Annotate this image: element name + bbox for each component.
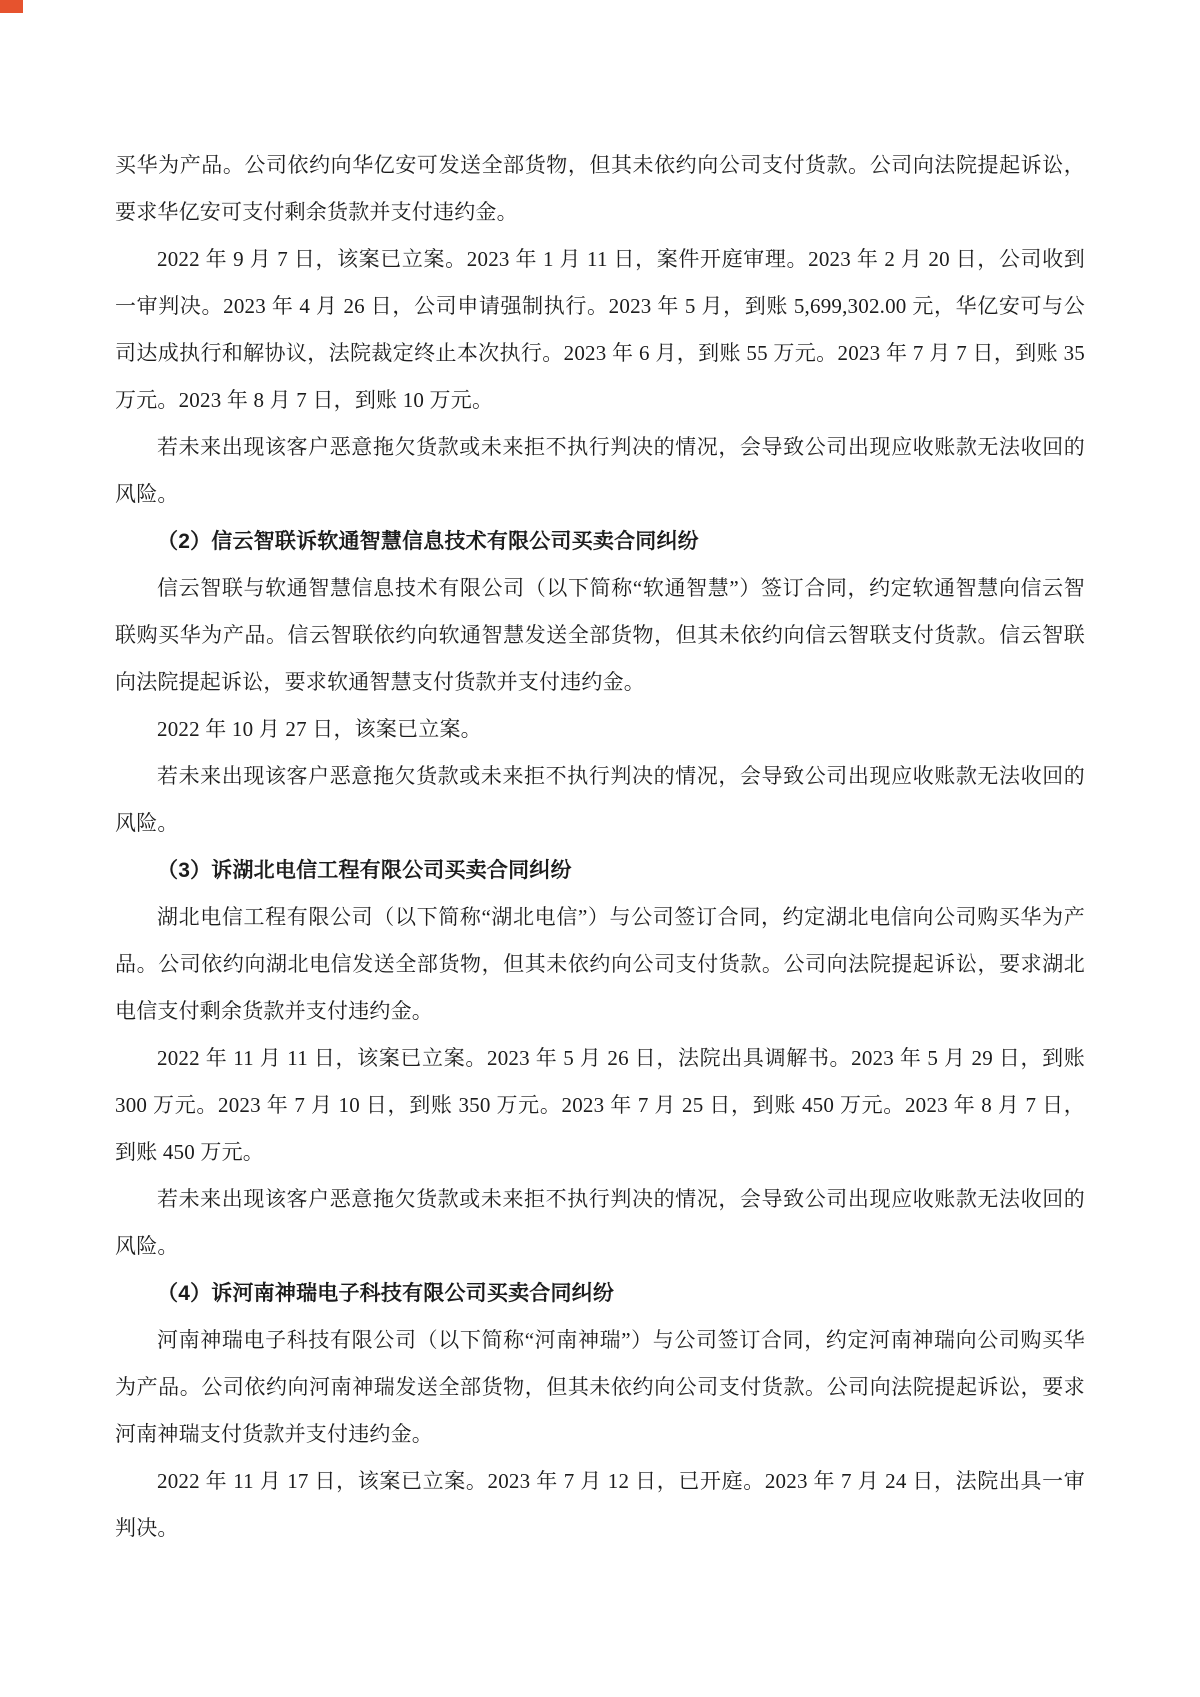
case-2-timeline: 2022 年 10 月 27 日，该案已立案。 — [157, 717, 482, 741]
case-3-description: 湖北电信工程有限公司（以下简称“湖北电信”）与公司签订合同，约定湖北电信向公司购买华为产品。公司依约向湖北电信发送全部货物，但其未依约向公司支付货款。公司向法院提起诉讼，要求湖北电信支付剩余货款并支付违约金。 — [115, 905, 1085, 1023]
document-content — [115, 142, 1085, 1552]
case-3-risk-statement: 若未来出现该客户恶意拖欠货款或未来拒不执行判决的情况，会导致公司出现应收账款无法收回的风险。 — [115, 1187, 1085, 1258]
case-4-heading: （4）诉河南神瑞电子科技有限公司买卖合同纠纷 — [157, 1282, 615, 1305]
case-3-heading: （3）诉湖北电信工程有限公司买卖合同纠纷 — [157, 859, 572, 882]
case-4-description: 河南神瑞电子科技有限公司（以下简称“河南神瑞”）与公司签订合同，约定河南神瑞向公司购买华为产品。公司依约向河南神瑞发送全部货物，但其未依约向公司支付货款。公司向法院提起诉讼，要求河南神瑞支付货款并支付违约金。 — [115, 1328, 1085, 1446]
case-1-risk-statement: 若未来出现该客户恶意拖欠货款或未来拒不执行判决的情况，会导致公司出现应收账款无法收回的风险。 — [115, 435, 1085, 506]
case-3-timeline: 2022 年 11 月 11 日，该案已立案。2023 年 5 月 26 日，法院出具调解书。2023 年 5 月 29 日，到账 300 万元。2023 年 7 月 10 日，到账 350 万元。2023 年 7 月 25 日，到账 450 万元。2023 年 8 月 7 日，到账 450 万元。 — [115, 1046, 1085, 1164]
corner-marker — [0, 0, 23, 13]
case-2-heading: （2）信云智联诉软通智慧信息技术有限公司买卖合同纠纷 — [157, 530, 699, 553]
case-4-timeline: 2022 年 11 月 17 日，该案已立案。2023 年 7 月 12 日，已开庭。2023 年 7 月 24 日，法院出具一审判决。 — [115, 1469, 1085, 1540]
case-1-timeline: 2022 年 9 月 7 日，该案已立案。2023 年 1 月 11 日，案件开庭审理。2023 年 2 月 20 日，公司收到一审判决。2023 年 4 月 26 日，公司申请强制执行。2023 年 5 月，到账 5,699,302.00 元，华亿安可与公司达成执行和解协议，法院裁定终止本次执行。2023 年 6 月，到账 55 万元。2023 年 7 月 7 日，到账 35 万元。2023 年 8 月 7 日，到账 10 万元。 — [115, 247, 1085, 412]
case-2-risk-statement: 若未来出现该客户恶意拖欠货款或未来拒不执行判决的情况，会导致公司出现应收账款无法收回的风险。 — [115, 764, 1085, 835]
case-2-description: 信云智联与软通智慧信息技术有限公司（以下简称“软通智慧”）签订合同，约定软通智慧向信云智联购买华为产品。信云智联依约向软通智慧发送全部货物，但其未依约向信云智联支付货款。信云智联向法院提起诉讼，要求软通智慧支付货款并支付违约金。 — [115, 576, 1085, 694]
case-1-description-continuation: 买华为产品。公司依约向华亿安可发送全部货物，但其未依约向公司支付货款。公司向法院提起诉讼，要求华亿安可支付剩余货款并支付违约金。 — [115, 153, 1085, 224]
